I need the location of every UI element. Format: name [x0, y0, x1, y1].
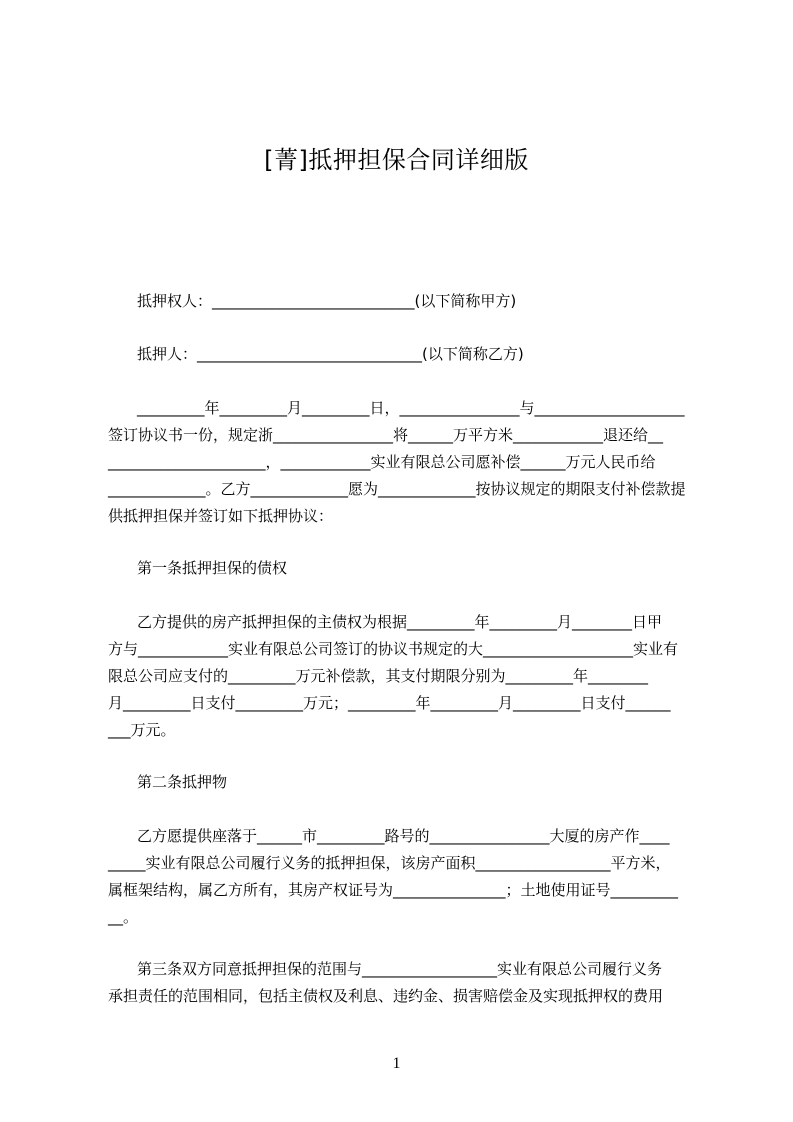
preamble-line: _____________________，____________实业有限总公司愿补偿______万元人民币给	[108, 453, 656, 471]
mortgagee-line: 抵押权人：___________________________(以下简称甲方)	[137, 292, 517, 310]
article2-line: 属框架结构，属乙方所有，其房产权证号为_______________；土地使用证号_________	[108, 881, 679, 899]
article1-line: 方与____________实业有限总公司签订的协议书规定的大____________________实业有	[108, 640, 679, 658]
preamble-line: _____________。乙方_____________愿为_____________按协议规定的期限支付补偿款提	[108, 480, 686, 498]
article2-line: 乙方愿提供座落于______市_________路号的________________大厦的房产作____	[137, 827, 670, 845]
article1-line: 乙方提供的房产抵押担保的主债权为根据_________年_________月________日甲	[137, 613, 663, 631]
article1-heading: 第一条抵押担保的债权	[137, 559, 288, 577]
article2-heading: 第二条抵押物	[137, 773, 228, 791]
document-title: [菁]抵押担保合同详细版	[264, 146, 529, 174]
preamble-line: _________年_________月_________日，________________与____________________	[137, 399, 685, 417]
preamble-line: 供抵押担保并签订如下抵押协议：	[108, 507, 334, 525]
article3-line: 承担责任的范围相同，包括主债权及利息、违约金、损害赔偿金及实现抵押权的费用	[108, 987, 664, 1005]
preamble-line: 签订协议书一份，规定浙________________将______万平方米____________退还给__	[108, 426, 664, 444]
article1-line: 限总公司应支付的_________万元补偿款，其支付期限分别为_________年________	[108, 667, 649, 685]
article3-line: 第三条双方同意抵押担保的范围与__________________实业有限总公司履行义务	[137, 960, 663, 978]
article1-line: 月_________日支付_________万元；_________年_________月_________日支付______	[108, 694, 671, 712]
article2-line: _____实业有限总公司履行义务的抵押担保，该房产面积__________________平方米，	[108, 854, 671, 872]
page-number: 1	[392, 1055, 401, 1072]
article2-line: __。	[108, 908, 139, 926]
article1-line: ___万元。	[108, 721, 176, 739]
mortgagor-line: 抵押人：______________________________(以下简称乙方)	[137, 345, 524, 363]
